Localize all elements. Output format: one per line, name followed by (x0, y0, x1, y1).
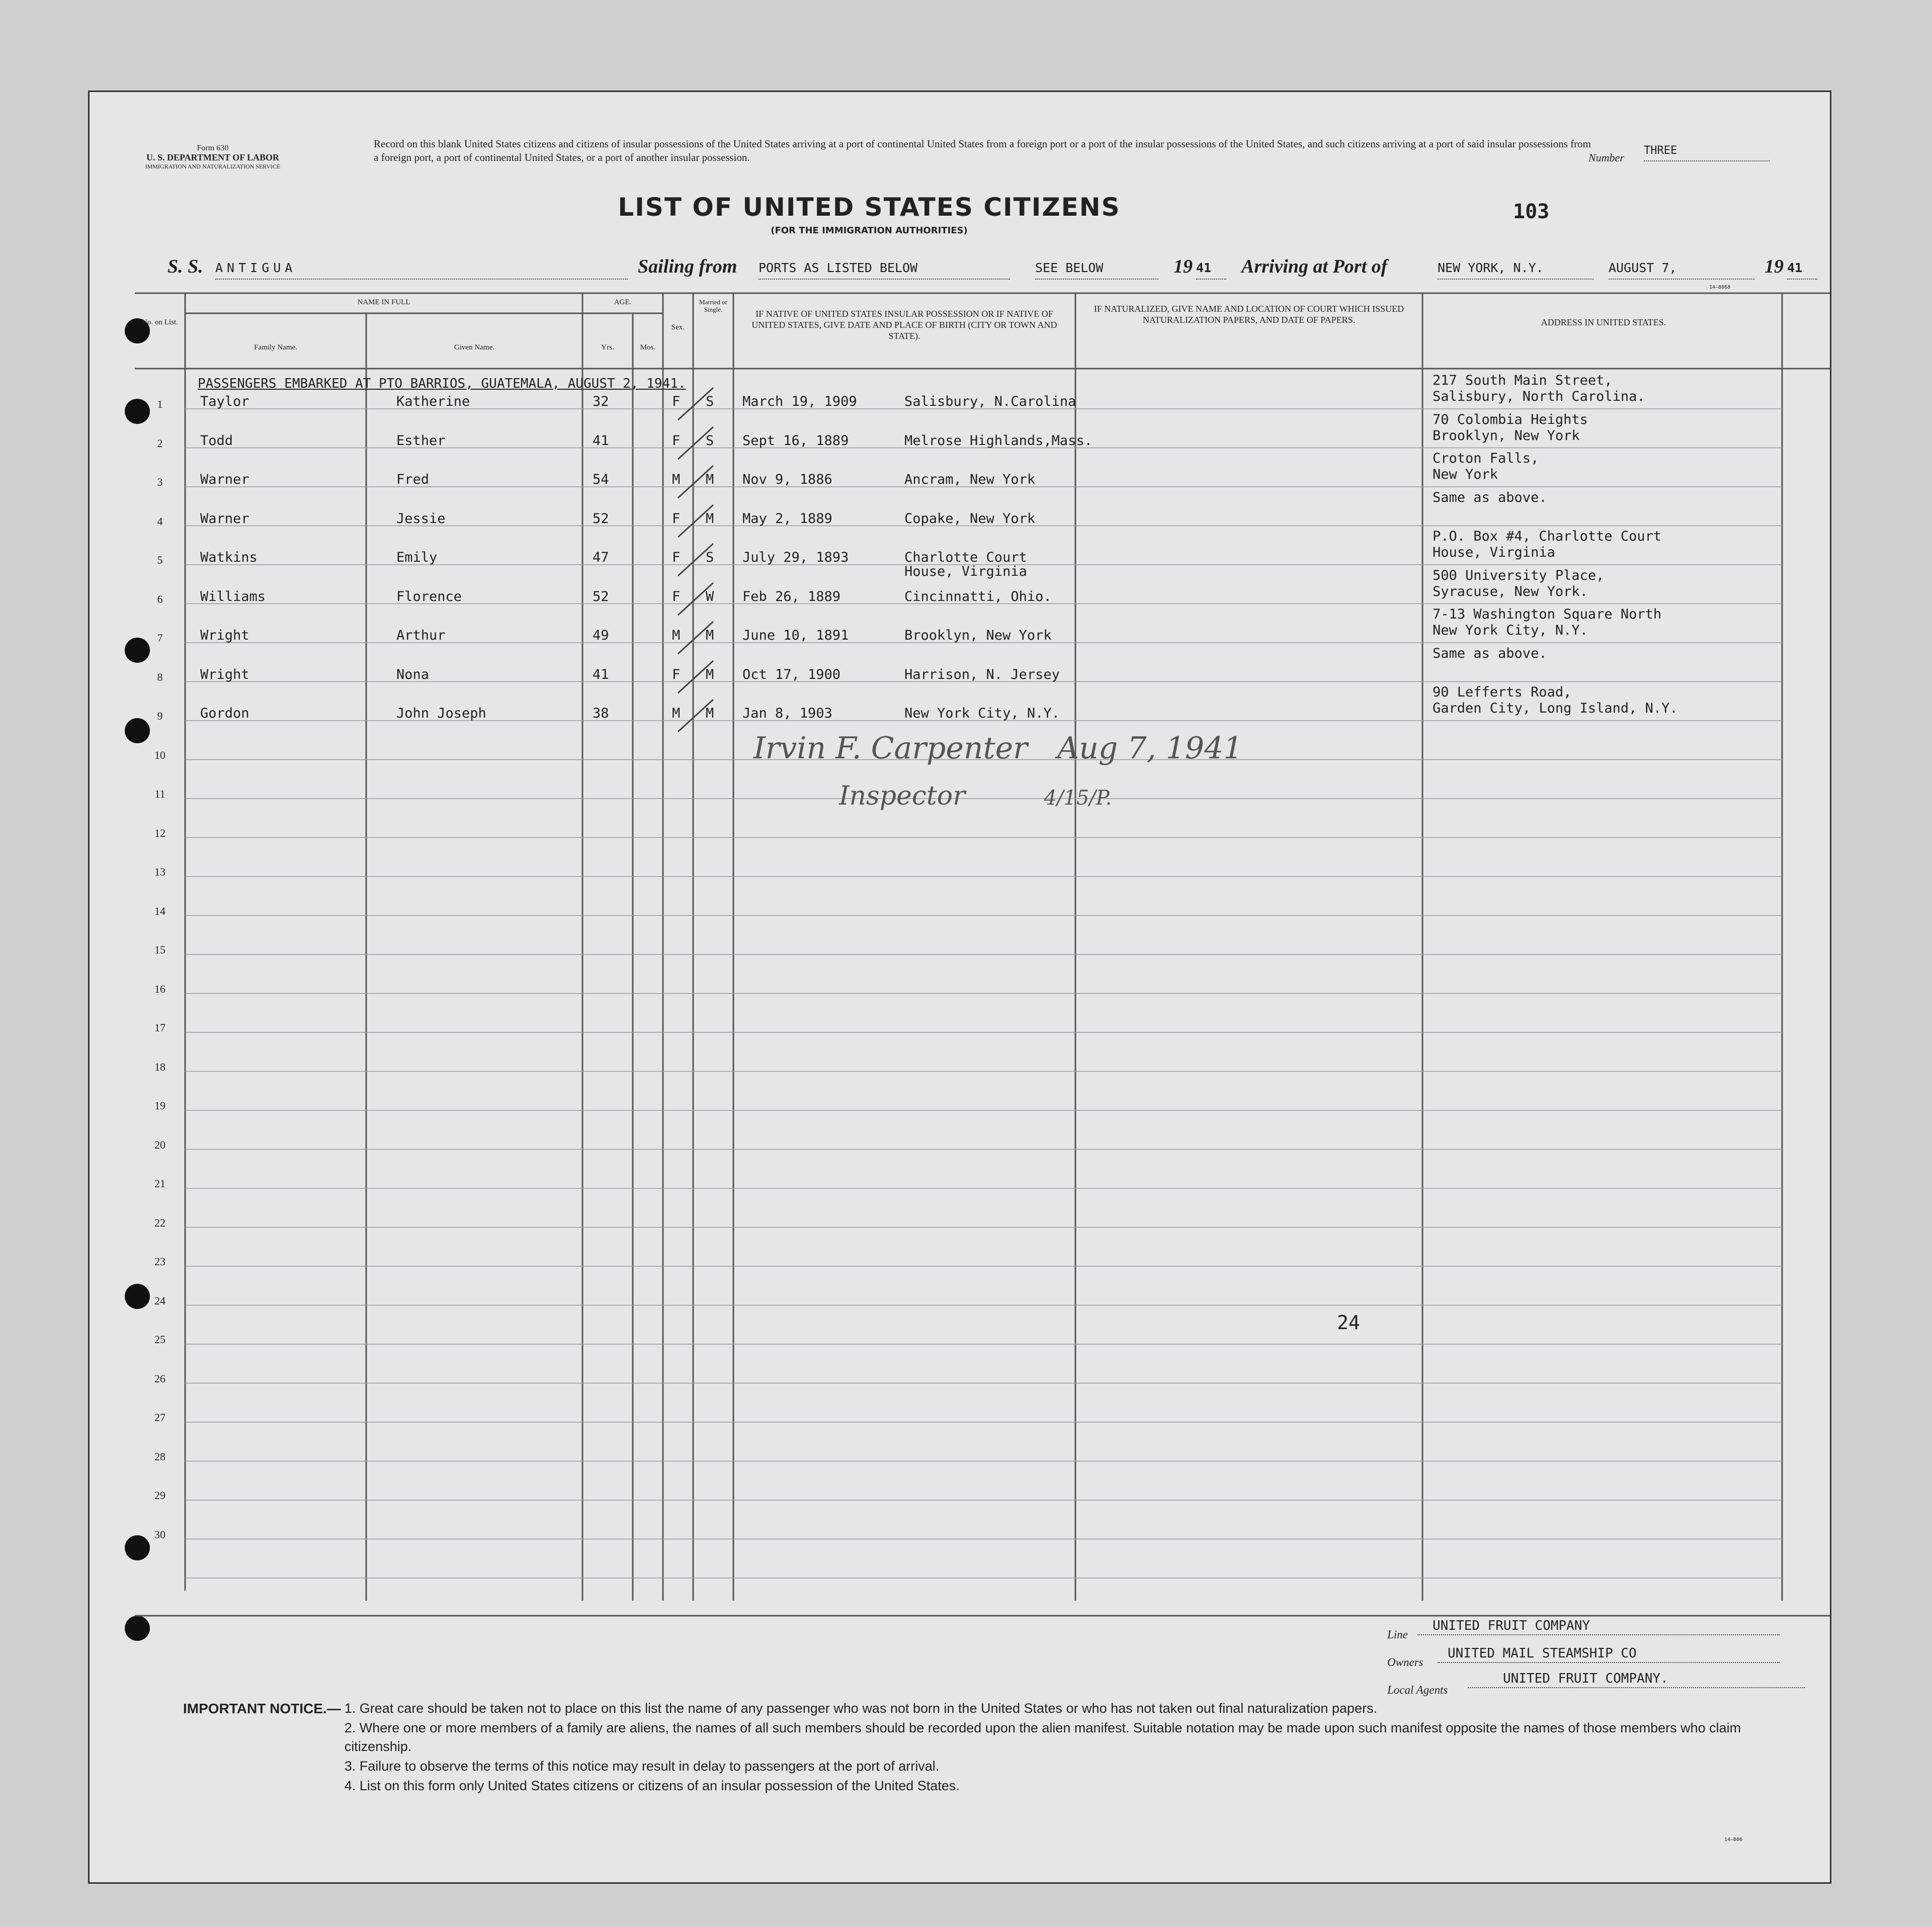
address-cell-line1: 7-13 Washington Square North (1433, 606, 1662, 622)
sex-cell: M (672, 706, 681, 721)
marital-status-cell: M (706, 628, 714, 643)
family-name-cell: Todd (200, 432, 233, 449)
birth-date-cell: Nov 9, 1886 (742, 472, 832, 487)
col-name-in-full: NAME IN FULL (357, 298, 410, 306)
row-number: 3 (157, 476, 163, 488)
check-mark (673, 462, 718, 502)
check-mark (673, 423, 718, 463)
owners-label: Owners (1387, 1656, 1423, 1669)
notice-table (183, 1699, 1772, 1796)
address-cell-line2: Salisbury, North Carolina. (1433, 389, 1645, 404)
address-cell-line2: Brooklyn, New York (1433, 427, 1580, 444)
page-subtitle: (FOR THE IMMIGRATION AUTHORITIES) (771, 225, 968, 236)
given-name-cell: Esther (396, 432, 446, 449)
given-name-cell: Fred (396, 472, 430, 487)
birth-date-cell: Sept 16, 1889 (742, 432, 849, 449)
check-stroke (678, 505, 713, 537)
col-address: ADDRESS IN UNITED STATES. (1541, 317, 1666, 327)
notice-item-1: 1. Great care should be taken not to place on this list the name of any passenger who was not born in the United States or who has not taken out final naturalization papers. (344, 1701, 1377, 1716)
row-number: 13 (154, 865, 165, 878)
sex-cell: F (672, 394, 681, 409)
sex-cell: F (672, 666, 681, 682)
birth-date-cell: July 29, 1893 (742, 550, 849, 565)
arriving-port: NEW YORK, N.Y. (1438, 255, 1593, 280)
age-years-cell: 52 (593, 588, 609, 604)
marital-status-cell: S (706, 432, 714, 449)
check-mark (673, 618, 718, 658)
col-married-or-single: Married or Single. (699, 298, 727, 313)
row-number: 24 (154, 1294, 165, 1307)
sex-cell: F (672, 550, 681, 565)
birth-place-cell: Melrose Highlands,Mass. (904, 432, 1093, 449)
row-number: 19 (154, 1099, 165, 1112)
address-cell-line1: P.O. Box #4, Charlotte Court (1433, 529, 1662, 544)
agents-value: UNITED FRUIT COMPANY. (1468, 1671, 1805, 1688)
check-mark (673, 384, 718, 424)
sex-cell: M (672, 628, 681, 643)
check-mark (673, 501, 718, 541)
check-stroke (678, 699, 713, 732)
address-cell-line2: Syracuse, New York. (1433, 583, 1588, 599)
sailing-year-prefix: 19 (1173, 256, 1193, 277)
age-years-cell: 52 (593, 510, 609, 527)
marital-status-cell: S (706, 550, 714, 565)
given-name-cell: Katherine (396, 394, 470, 409)
number-label: Number (1588, 151, 1624, 164)
inspector-signature (753, 731, 1242, 766)
printer-mark: 14—8068 (1709, 285, 1731, 290)
check-stroke (678, 388, 713, 420)
sailing-label: Sailing from (638, 256, 737, 277)
family-name-cell: Watkins (200, 550, 258, 565)
check-stroke (678, 544, 713, 576)
given-name-cell: Nona (396, 666, 430, 682)
given-name-cell: Emily (396, 550, 438, 565)
sailing-from: PORTS AS LISTED BELOW (759, 255, 1010, 280)
row-number: 22 (154, 1216, 165, 1229)
age-years-cell: 41 (593, 432, 609, 449)
inspector-name: Irvin F. Carpenter (753, 731, 1028, 766)
ship-name: ANTIGUA (215, 255, 628, 280)
row-number: 4 (157, 514, 163, 528)
important-notice (183, 1699, 1772, 1796)
check-stroke (678, 583, 713, 615)
row-number: 10 (154, 748, 165, 761)
given-name-cell: Jessie (396, 510, 446, 527)
stamp-number: 103 (1513, 200, 1550, 223)
check-mark (673, 657, 718, 697)
check-stroke (678, 661, 713, 693)
birth-date-cell: Feb 26, 1889 (742, 588, 841, 604)
inspector-note: 4/15/P. (1044, 786, 1112, 810)
address-cell-line2: Garden City, Long Island, N.Y. (1433, 700, 1678, 716)
check-stroke (678, 622, 713, 654)
department-name: U. S. DEPARTMENT OF LABOR (146, 152, 280, 162)
birth-place-cell: Cincinnatti, Ohio. (904, 588, 1052, 604)
sailing-date: SEE BELOW (1035, 255, 1158, 280)
birth-date-cell: June 10, 1891 (742, 628, 849, 643)
col-yrs: Yrs. (601, 343, 614, 352)
row-number: 9 (157, 710, 163, 722)
marital-status-cell: M (706, 510, 714, 527)
embarked-header: PASSENGERS EMBARKED AT PTO BARRIOS, GUATEMALA, AUGUST 2, 1941. (198, 376, 686, 391)
birth-place-cell: Ancram, New York (904, 472, 1036, 487)
signature-date: Aug 7, 1941 (1057, 731, 1243, 766)
instructions-text: Record on this blank United States citizens and citizens of insular possessions of the United States arriving at a port of continental United States from a foreign port or a port of the insular possessions of the United States, and such citizens arriving at a port of said insular possessions from a foreign port, a port of continental United States, or a port of another insular possession. (374, 138, 1591, 163)
given-name-cell: John Joseph (396, 706, 486, 721)
marital-status-cell: M (706, 666, 714, 682)
address-cell-line1: 500 University Place, (1433, 567, 1605, 583)
row-number: 7 (157, 632, 163, 644)
given-name-cell: Arthur (396, 628, 446, 643)
family-name-cell: Gordon (200, 706, 249, 721)
inspector-title-text: Inspector (839, 781, 965, 811)
birth-place-cell-line2: House, Virginia (904, 564, 1027, 579)
age-years-cell: 32 (593, 394, 609, 409)
corner-mark: 14—806 (1724, 1837, 1743, 1843)
row-number: 30 (154, 1528, 165, 1541)
birth-date-cell: May 2, 1889 (742, 510, 832, 527)
col-mos: Mos. (640, 343, 656, 352)
form-number: Form 630 (197, 144, 229, 152)
birth-place-cell: Salisbury, N.Carolina (904, 394, 1076, 409)
col-naturalized: IF NATURALIZED, GIVE NAME AND LOCATION OF COURT WHICH ISSUED NATURALIZATION PAPERS, AND DATE OF PAPERS. (1094, 304, 1404, 325)
sailing-year: 41 (1196, 255, 1226, 280)
row-number: 2 (157, 436, 163, 450)
agents-label: Local Agents (1387, 1684, 1448, 1696)
col-given-name: Given Name. (454, 343, 494, 352)
row-number: 29 (154, 1489, 165, 1502)
birth-place-cell: Harrison, N. Jersey (904, 666, 1060, 682)
marital-status-cell: M (706, 472, 714, 487)
row-number: 18 (154, 1060, 165, 1073)
age-years-cell: 49 (593, 628, 609, 643)
manifest-page (88, 91, 1831, 1884)
address-cell-line1: 217 South Main Street, (1433, 373, 1613, 388)
col-no-on-list: No. on List. (142, 318, 178, 326)
family-name-cell: Wright (200, 666, 249, 682)
col-sex: Sex. (671, 323, 685, 331)
marital-status-cell: M (706, 706, 714, 721)
ss-label: S. S. (167, 256, 203, 277)
check-mark (673, 540, 718, 580)
row-number: 26 (154, 1372, 165, 1385)
birth-date-cell: March 19, 1909 (742, 394, 857, 409)
row-number: 23 (154, 1255, 165, 1268)
marital-status-cell: W (706, 588, 714, 604)
family-name-cell: Taylor (200, 394, 249, 409)
check-mark (673, 579, 718, 619)
check-stroke (678, 466, 713, 498)
family-name-cell: Wright (200, 628, 249, 643)
birth-date-cell: Jan 8, 1903 (742, 706, 832, 721)
address-cell-line1: Croton Falls, (1433, 451, 1539, 466)
birth-place-cell: New York City, N.Y. (904, 706, 1060, 721)
age-years-cell: 54 (593, 472, 609, 487)
page-total: 24 (1337, 1311, 1360, 1334)
line-value: UNITED FRUIT COMPANY (1417, 1618, 1780, 1635)
birth-place-cell: Brooklyn, New York (904, 628, 1052, 643)
check-mark (673, 695, 718, 736)
row-number: 25 (154, 1333, 165, 1346)
row-number: 20 (154, 1138, 165, 1151)
row-number: 12 (154, 826, 165, 839)
row-number: 11 (154, 787, 165, 800)
notice-item-2: 2. Where one or more members of a family are aliens, the names of all such members should be recorded upon the alien manifest. Suitable notation may be made upon such manifest opposite the names of those members who claim citizenship. (344, 1720, 1741, 1754)
age-years-cell: 47 (593, 550, 609, 565)
arriving-label: Arriving at Port of (1241, 256, 1388, 277)
number-value: THREE (1644, 144, 1770, 161)
line-label: Line (1387, 1628, 1408, 1641)
birth-date-cell: Oct 17, 1900 (742, 666, 841, 682)
marital-status-cell: S (706, 394, 714, 409)
age-years-cell: 38 (593, 706, 609, 721)
page-title: LIST OF UNITED STATES CITIZENS (618, 193, 1121, 222)
row-number: 8 (157, 670, 163, 683)
row-number: 17 (154, 1021, 165, 1034)
notice-title: IMPORTANT NOTICE.— (183, 1701, 341, 1716)
sex-cell: M (672, 472, 681, 487)
row-number: 27 (154, 1411, 165, 1424)
address-cell-line2: New York (1433, 467, 1498, 482)
service-name: IMMIGRATION AND NATURALIZATION SERVICE (145, 163, 281, 170)
notice-item-4: 4. List on this form only United States citizens or citizens of an insular possession of the United States. (344, 1778, 960, 1793)
address-cell-line2: House, Virginia (1433, 545, 1555, 560)
notice-item-3: 3. Failure to observe the terms of this notice may result in delay to passengers at the port of arrival. (344, 1759, 940, 1774)
birth-place-cell: Charlotte Court (904, 550, 1027, 565)
row-number: 21 (154, 1177, 165, 1190)
col-family-name: Family Name. (254, 343, 297, 352)
owners-value: UNITED MAIL STEAMSHIP CO (1438, 1646, 1780, 1663)
arriving-year: 41 (1787, 255, 1817, 280)
address-cell-line1: Same as above. (1433, 489, 1547, 505)
row-number: 28 (154, 1450, 165, 1463)
family-name-cell: Warner (200, 510, 249, 527)
given-name-cell: Florence (396, 588, 462, 604)
row-number: 15 (154, 943, 165, 956)
sex-cell: F (672, 588, 681, 604)
row-number: 14 (154, 904, 165, 917)
check-stroke (678, 427, 713, 459)
sex-cell: F (672, 510, 681, 527)
family-name-cell: Warner (200, 472, 249, 487)
row-number: 6 (157, 592, 163, 605)
arriving-date: AUGUST 7, (1609, 255, 1754, 280)
manifest-table-grid (90, 92, 1830, 1882)
address-cell-line1: 70 Colombia Heights (1433, 411, 1588, 427)
address-cell-line1: Same as above. (1433, 645, 1547, 661)
row-number: 1 (157, 398, 163, 410)
address-cell-line1: 90 Lefferts Road, (1433, 684, 1572, 700)
inspector-title (839, 781, 1112, 811)
birth-place-cell: Copake, New York (904, 510, 1036, 527)
age-years-cell: 41 (593, 666, 609, 682)
row-number: 5 (157, 554, 163, 566)
col-age: AGE. (614, 298, 632, 306)
sex-cell: F (672, 432, 681, 449)
row-number: 16 (154, 982, 165, 995)
address-cell-line2: New York City, N.Y. (1433, 623, 1588, 638)
arriving-year-prefix: 19 (1765, 256, 1784, 277)
col-birth: IF NATIVE OF UNITED STATES INSULAR POSSESSION OR IF NATIVE OF UNITED STATES, GIVE DATE AND PLACE OF BIRTH (CITY OR TOWN AND STATE). (751, 309, 1057, 341)
family-name-cell: Williams (200, 588, 266, 604)
